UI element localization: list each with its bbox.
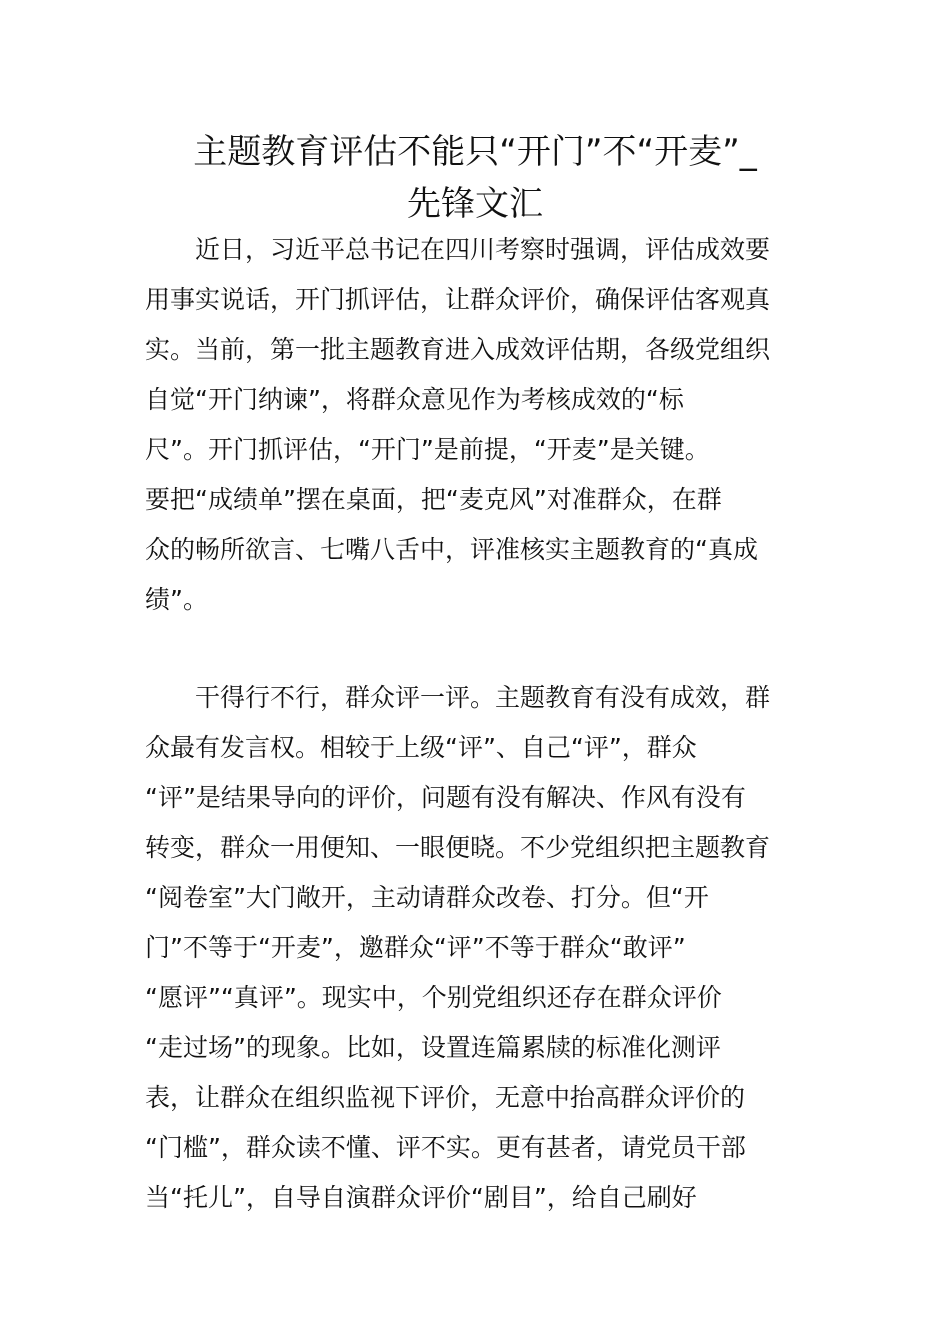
paragraph-2-line: 门”不等于“开麦”，邀群众“评”不等于群众“敢评”: [145, 933, 686, 962]
title-line-1: 主题教育评估不能只“开门”不“开麦”_: [193, 132, 757, 172]
paragraph-2-line: “阅卷室”大门敞开，主动请群众改卷、打分。但“开: [145, 883, 709, 912]
document-title: [140, 126, 810, 230]
paragraph-2-line: 转变，群众一用便知、一眼便晓。不少党组织把主题教育: [145, 833, 771, 862]
paragraph-2-line: 干得行不行，群众评一评。主题教育有没有成效，群: [195, 683, 771, 712]
paragraph-2-line: 表，让群众在组织监视下评价，无意中抬高群众评价的: [145, 1083, 746, 1112]
paragraph-1-line: 近日，习近平总书记在四川考察时强调，评估成效要: [195, 235, 771, 264]
paragraph-1-line: 实。当前，第一批主题教育进入成效评估期，各级党组织: [145, 335, 771, 364]
paragraph-1-line: 绩”。: [145, 585, 208, 614]
paragraph-2-line: “走过场”的现象。比如，设置连篇累牍的标准化测评: [145, 1033, 721, 1062]
paragraph-2-line: 当“托儿”，自导自演群众评价“剧目”，给自己刷好: [145, 1183, 697, 1212]
paragraph-2-line: “愿评”“真评”。现实中，个别党组织还存在群众评价: [145, 983, 722, 1012]
paragraph-1-line: 众的畅所欲言、七嘴八舌中，评准核实主题教育的“真成: [145, 535, 758, 564]
paragraph-1-line: 尺”。开门抓评估，“开门”是前提，“开麦”是关键。: [145, 435, 710, 464]
paragraph-1-line: 自觉“开门纳谏”，将群众意见作为考核成效的“标: [145, 385, 684, 414]
paragraph-2-line: 众最有发言权。相较于上级“评”、自己“评”，群众: [145, 733, 697, 762]
paragraph-1-line: 用事实说话，开门抓评估，让群众评价，确保评估客观真: [145, 285, 771, 314]
paragraph-2-line: “评”是结果导向的评价，问题有没有解决、作风有没有: [145, 783, 746, 812]
paragraph-1-line: 要把“成绩单”摆在桌面，把“麦克风”对准群众，在群: [145, 485, 722, 514]
title-line-2: 先锋文汇: [407, 184, 543, 224]
paragraph-2-line: “门槛”，群众读不懂、评不实。更有甚者，请党员干部: [145, 1133, 746, 1162]
